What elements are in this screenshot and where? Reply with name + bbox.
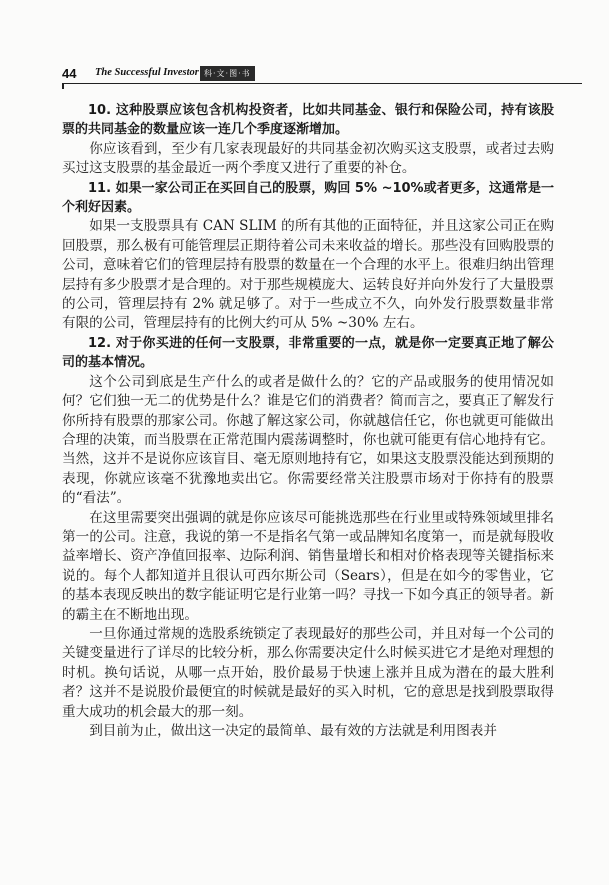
book-title: The Successful Investor (95, 67, 199, 78)
imprint-badge: 科·文·图·书 (200, 66, 255, 81)
body-paragraph: 在这里需要突出强调的就是你应该尽可能挑选那些在行业里或特殊领域里排名第一的公司。注意，我说的第一不是指名气第一或品牌知名度第一，而是就每股收益率增长、资产净值回报率、边际利润、销售量增长和相对价格表现等关键指标来说的。每个人都知道并且很认可西尔斯公司（Sears），但是在如今的零售业，它的基本表现反映出的数字能证明它是行业第一吗？寻找一下如今真正的领导者。新的霸主在不断地出现。 (62, 509, 554, 623)
header-rule-tick (62, 83, 64, 89)
body-paragraph: 你应该看到，至少有几家表现最好的共同基金初次购买这支股票，或者过去购买过这支股票的基金最近一两个季度又进行了重要的补仓。 (62, 140, 554, 177)
section-heading-10: 10. 这种股票应该包含机构投资者，比如共同基金、银行和保险公司，持有该股票的共同基金的数量应该一连几个季度逐渐增加。 (62, 103, 554, 138)
body-text (62, 101, 554, 741)
body-paragraph: 如果一支股票具有 CAN SLIM 的所有其他的正面特征，并且这家公司正在购回股票，那么极有可能管理层正期待着公司未来收益的增长。那些没有回购股票的公司，意味着它们的管理层持有股票的数量在一个合理的水平上。很难归纳出管理层持有多少股票才是合理的。对于那些规模庞大、运转良好并向外发行了大量股票的公司，管理层持有 2% 就足够了。对于一些成立不久，向外发行股票数量非常有限的公司，管理层持有的比例大约可从 5% ~30% 左右。 (62, 218, 554, 332)
body-paragraph: 到目前为止，做出这一决定的最简单、最有效的方法就是利用图表并 (89, 723, 497, 739)
page-number: 44 (62, 66, 77, 81)
running-head (62, 66, 582, 88)
body-paragraph: 这个公司到底是生产什么的或者是做什么的？它的产品或服务的使用情况如何？它们独一无二的优势是什么？谁是它们的消费者？简而言之，要真正了解发行你所持有股票的那家公司。你越了解这家公司，你就越信任它，你也就更可能做出合理的决策，而当股票在正常范围内震荡调整时，你也就可能更有信心地持有它。当然，这并不是说你应该盲目、毫无原则地持有它，如果这支股票没能达到预期的表现，你就应该毫不犹豫地卖出它。你需要经常关注股票市场对于你持有的股票的“看法”。 (62, 373, 554, 507)
section-heading-11: 11. 如果一家公司正在买回自己的股票，购回 5% ~10%或者更多，这通常是一个利好因素。 (62, 180, 554, 216)
body-paragraph: 一旦你通过常规的选股系统锁定了表现最好的那些公司，并且对每一个公司的关键变量进行了详尽的比较分析，那么你需要决定什么时候买进它才是绝对理想的时机。换句话说，从哪一点开始，股价最易于快速上涨并且成为潜在的最大胜利者？这并不是说股价最便宜的时候就是最好的买入时机，它的意思是找到股票取得重大成功的机会最大的那一刻。 (62, 625, 554, 720)
section-heading-12: 12. 对于你买进的任何一支股票，非常重要的一点，就是你一定要真正地了解公司的基本情况。 (62, 335, 554, 371)
header-rule (62, 83, 582, 84)
